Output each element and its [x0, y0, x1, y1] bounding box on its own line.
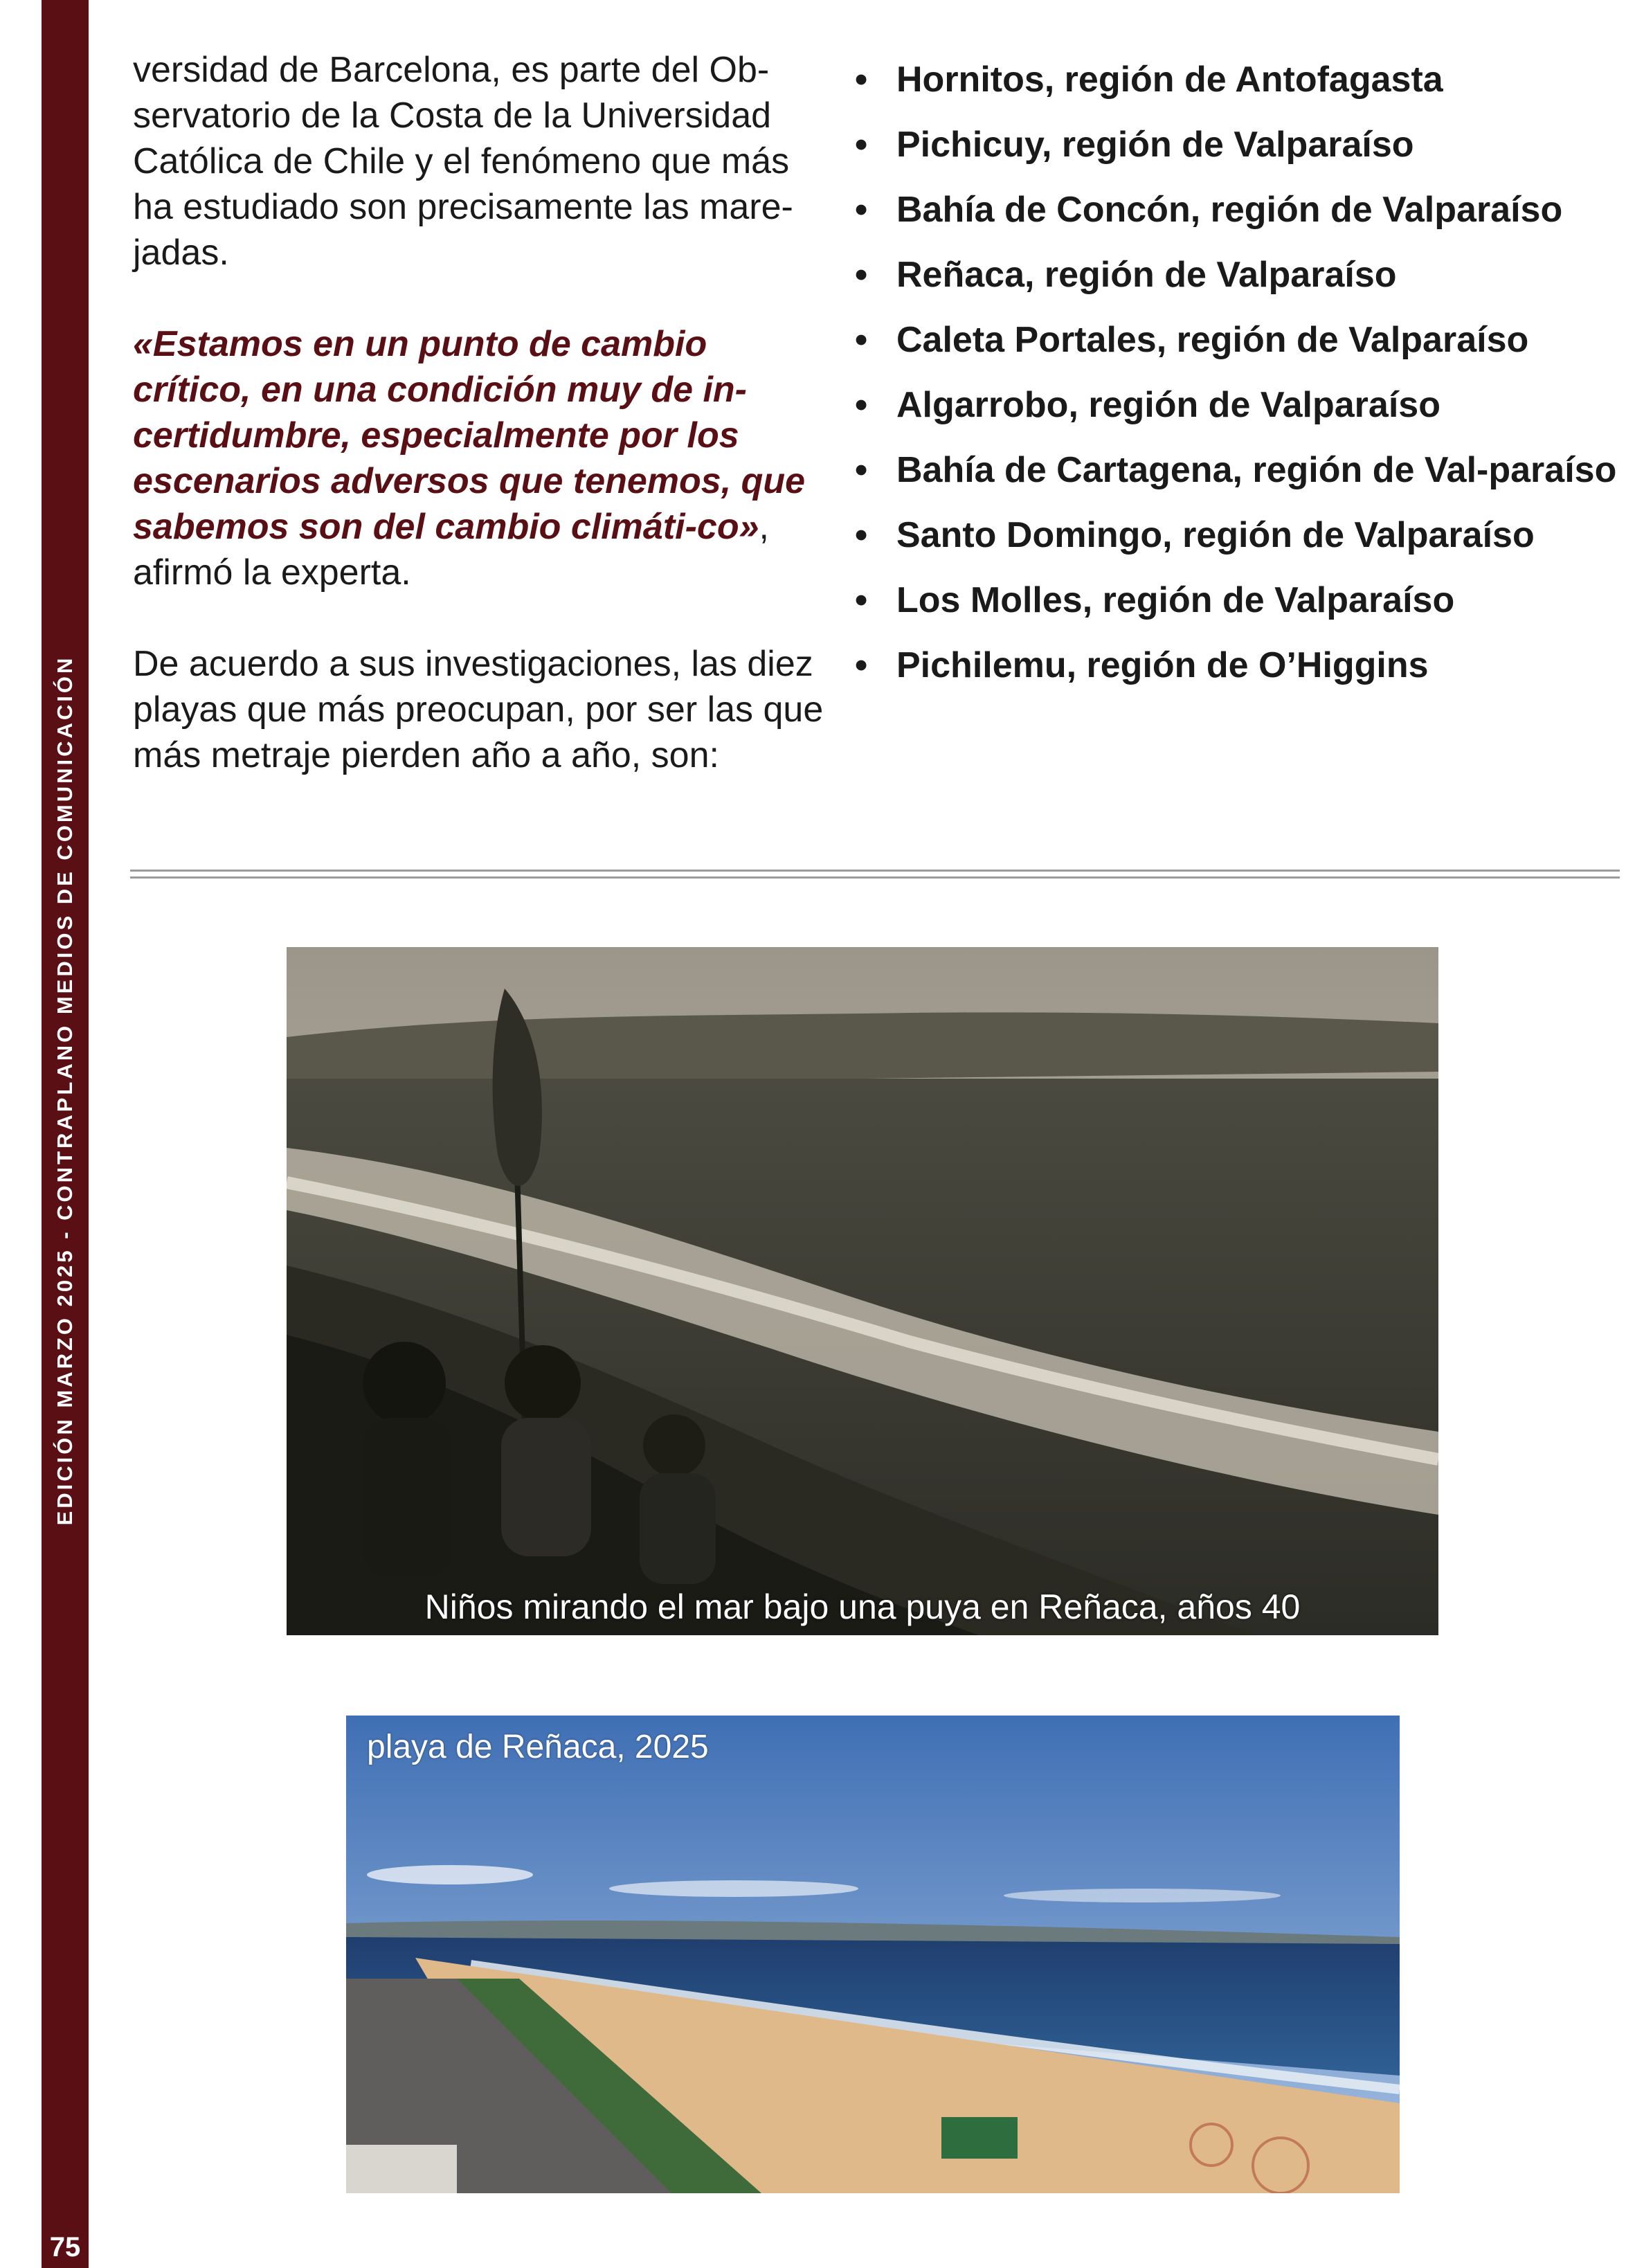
running-header: EDICIÓN MARZO 2025 - CONTRAPLANO MEDIOS DE COMUNICACIÓN: [53, 655, 77, 1526]
list-item-label: Pichilemu, región de O’Higgins: [896, 645, 1429, 685]
list-item-label: Caleta Portales, región de Valparaíso: [896, 320, 1529, 360]
bullet-icon: •: [855, 385, 868, 425]
historic-photo-caption: Niños mirando el mar bajo una puya en Reñaca, años 40: [424, 1587, 1301, 1626]
list-item-label: Santo Domingo, región de Valparaíso: [896, 515, 1535, 555]
list-item: [855, 503, 1620, 568]
list-item-label: Algarrobo, región de Valparaíso: [896, 385, 1440, 425]
section-divider: [130, 870, 1620, 872]
list-item: [855, 307, 1620, 372]
section-divider: [130, 876, 1620, 879]
modern-photo-scene: [346, 1716, 1400, 2193]
modern-beach-photo: [346, 1716, 1400, 2193]
bullet-icon: •: [855, 515, 868, 555]
historic-photo-scene: [287, 947, 1438, 1635]
quote-attribution: , afirmó la experta.: [133, 507, 769, 593]
list-item-label: Bahía de Concón, región de Valparaíso: [896, 190, 1563, 230]
page-number: 75: [49, 2232, 81, 2262]
modern-photo-caption: playa de Reñaca, 2025: [367, 1729, 709, 1765]
list-item: [855, 112, 1620, 177]
list-item: [855, 438, 1620, 503]
bullet-icon: •: [855, 580, 868, 620]
list-item: [855, 242, 1620, 307]
list-item: [855, 47, 1620, 112]
list-item: [855, 568, 1620, 633]
list-item-label: Reñaca, región de Valparaíso: [896, 255, 1397, 295]
bullet-icon: •: [855, 645, 868, 685]
article-left-column: [133, 47, 832, 778]
list-item-label: Pichicuy, región de Valparaíso: [896, 125, 1414, 165]
list-item-label: Los Molles, región de Valparaíso: [896, 580, 1455, 620]
list-item: [855, 372, 1620, 438]
bullet-icon: •: [855, 450, 868, 490]
bullet-icon: •: [855, 320, 868, 360]
list-item-label: Hornitos, región de Antofagasta: [896, 60, 1443, 100]
article-quote-paragraph: [133, 321, 832, 595]
list-item: [855, 633, 1620, 698]
bullet-icon: •: [855, 125, 868, 165]
article-paragraph-3: De acuerdo a sus investigaciones, las diez playas que más preocupan, por ser las que más metraje pierden año a año, son:: [133, 644, 824, 775]
list-item-label: Bahía de Cartagena, región de Val-paraíso: [896, 450, 1617, 490]
beaches-column: [855, 47, 1620, 698]
bullet-icon: •: [855, 190, 868, 230]
historic-beach-photo: [287, 947, 1438, 1635]
bullet-icon: •: [855, 60, 868, 100]
beaches-list: [855, 47, 1620, 698]
bullet-icon: •: [855, 255, 868, 295]
list-item: [855, 177, 1620, 242]
article-paragraph-1: versidad de Barcelona, es parte del Ob-servatorio de la Costa de la Universidad Católica de Chile y el fenómeno que más ha estudiado son precisamente las mare-jadas.: [133, 50, 793, 273]
expert-quote: «Estamos en un punto de cambio crítico, en una condición muy de in-certidumbre, especialmente por los escenarios adversos que tenemos, que sabemos son del cambio climáti-co»: [133, 324, 806, 547]
